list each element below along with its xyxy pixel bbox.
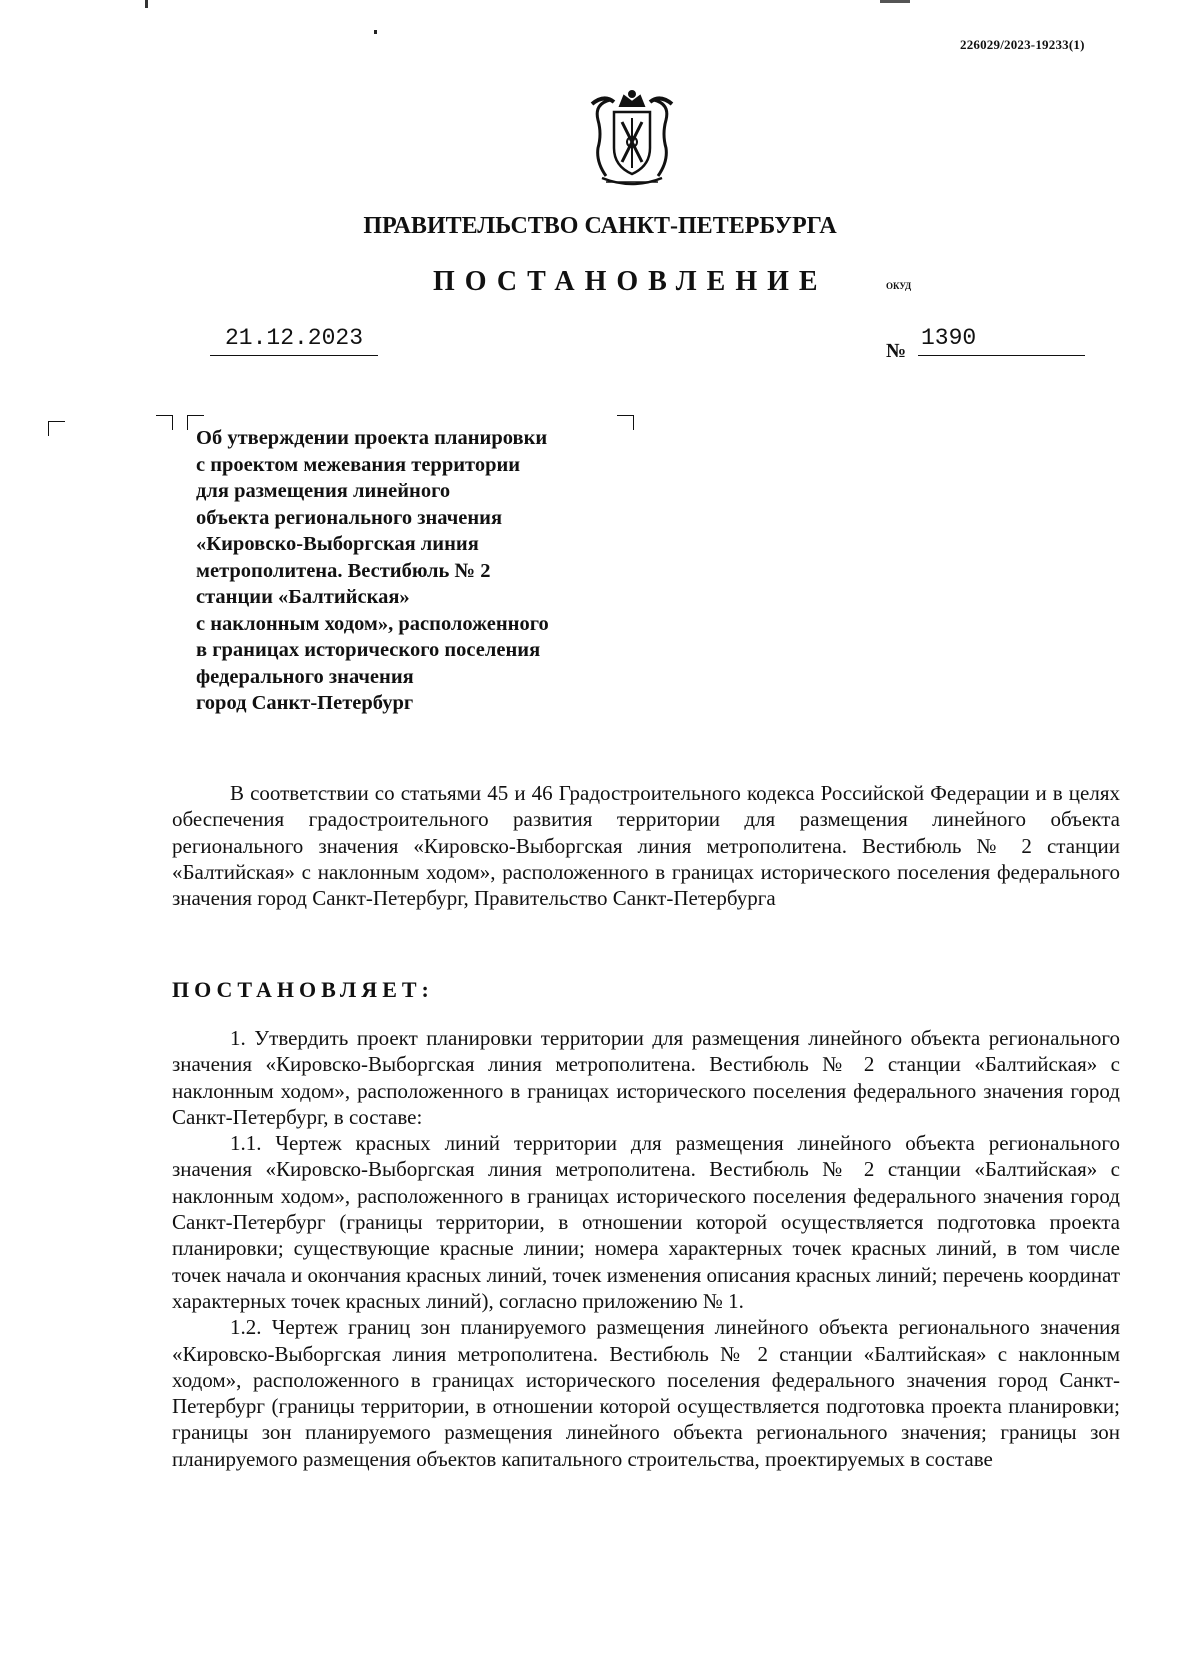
title-line: с наклонным ходом», расположенного xyxy=(196,612,549,635)
title-line: федерального значения xyxy=(196,665,414,688)
corner-bracket xyxy=(48,421,65,436)
title-line: «Кировско-Выборгская линия xyxy=(196,533,479,555)
scan-artifact xyxy=(145,0,148,8)
decree-items xyxy=(172,1025,1120,1472)
title-line: в границах исторического поселения xyxy=(196,639,541,661)
decree-item: 1.2. Чертеж границ зон планируемого размещения линейного объекта регионального значения «Кировско-Выборгская линия метрополитена. Вестибюль № 2 станции «Балтийская» с наклонным ходом», расположенного в границах исторического поселения федерального значения город Санкт-Петербург (границы территории, в отношении которой осуществляется подготовка проекта планировки; границы зон планируемого размещения линейного объекта регионального значения; границы зон планируемого размещения объектов капитального строительства, проектируемых в составе xyxy=(172,1315,1120,1471)
title-line: станции «Балтийская» xyxy=(196,586,410,608)
okud-label: ОКУД xyxy=(886,281,912,291)
coat-of-arms-icon xyxy=(580,90,684,190)
organization-name: ПРАВИТЕЛЬСТВО САНКТ-ПЕТЕРБУРГА xyxy=(363,213,837,239)
preamble xyxy=(172,780,1120,911)
document-date: 21.12.2023 xyxy=(210,325,378,356)
document-registration-number: 226029/2023-19233(1) xyxy=(960,37,1085,52)
title-line: с проектом межевания территории xyxy=(196,453,521,476)
scan-artifact xyxy=(374,30,377,34)
scan-artifact xyxy=(880,0,910,3)
preamble-paragraph: В соответствии со статьями 45 и 46 Градостроительного кодекса Российской Федерации и в целях обеспечения градостроительного развития территории для размещения линейного объекта регионального значения «Кировско-Выборгская линия метрополитена. Вестибюль № 2 станции «Балтийская» с наклонным ходом», расположенного в границах исторического поселения федерального значения город Санкт-Петербург, Правительство Санкт-Петербурга xyxy=(172,781,1120,911)
document-number: 1390 xyxy=(918,325,1085,356)
decree-item: 1. Утвердить проект планировки территории для размещения линейного объекта регионального значения «Кировско-Выборгская линия метрополитена. Вестибюль № 2 станции «Балтийская» с наклонным ходом», расположенного в границах исторического поселения федерального значения город Санкт-Петербург, в составе: xyxy=(172,1026,1120,1129)
number-sign: № xyxy=(886,340,907,362)
title-line: город Санкт-Петербург xyxy=(196,692,414,714)
title-line: объекта регионального значения xyxy=(196,506,503,529)
title-line: для размещения линейного xyxy=(196,480,451,502)
title-line: Об утверждении проекта планировки xyxy=(196,427,548,449)
decree-item: 1.1. Чертеж красных линий территории для размещения линейного объекта регионального значения «Кировско-Выборгская линия метрополитена. Вестибюль № 2 станции «Балтийская» с наклонным ходом», расположенного в границах исторического поселения федерального значения город Санкт-Петербург (границы территории, в отношении которой осуществляется подготовка проекта планировки; существующие красные линии; номера характерных точек красных линий, в том числе точек начала и окончания красных линий, точек изменения описания красных линий; перечень координат характерных точек красных линий), согласно приложению № 1. xyxy=(172,1131,1121,1313)
title-line: метрополитена. Вестибюль № 2 xyxy=(196,559,491,582)
document-type: ПОСТАНОВЛЕНИЕ xyxy=(433,266,828,297)
document-title xyxy=(196,425,636,717)
corner-bracket xyxy=(156,415,173,430)
decree-verb: ПОСТАНОВЛЯЕТ: xyxy=(172,977,434,1002)
